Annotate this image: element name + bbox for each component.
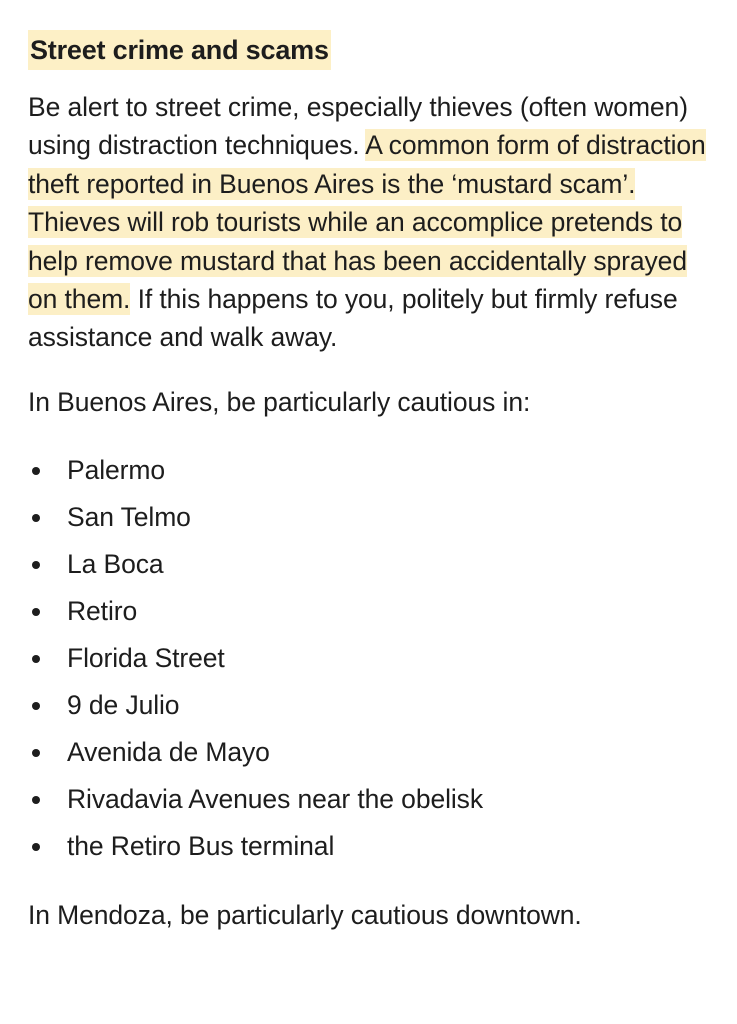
list-item [28,635,718,682]
list-item [28,494,718,541]
bullet-icon [32,561,40,569]
list-item [28,776,718,823]
list-item-label: the Retiro Bus terminal [67,831,335,862]
list-item [28,447,718,494]
intro-paragraph [28,88,718,357]
intro-text-start: Be alert to street crime, especially thieves (often women) using distraction techniques. [28,92,688,161]
bullet-icon [32,467,40,475]
list-item [28,823,718,870]
heading-wrap [28,30,718,70]
places-list [28,447,718,870]
buenos-aires-lead: In Buenos Aires, be particularly cautious in: [28,386,531,417]
list-item-label: Florida Street [67,643,225,674]
intro-text-end: If this happens to you, politely but firmly refuse assistance and walk away. [28,284,678,353]
bullet-icon [32,843,40,851]
list-item [28,541,718,588]
list-item [28,588,718,635]
list-item [28,682,718,729]
section-heading: Street crime and scams [28,30,331,70]
highlighted-passage: A common form of distraction theft reported in Buenos Aires is the ‘mustard scam’. Thieves will rob tourists while an accomplice pretends to help remove mustard that has been accidentally sprayed on them. [28,130,706,315]
mendoza-note: In Mendoza, be particularly cautious downtown. [28,900,582,931]
list-item-label: La Boca [67,549,164,580]
list-item-label: San Telmo [67,502,191,533]
advice-section [28,30,718,961]
bullet-icon [32,608,40,616]
list-item-label: Retiro [67,596,138,627]
list-item-label: 9 de Julio [67,690,180,721]
list-item-label: Rivadavia Avenues near the obelisk [67,784,483,815]
list-item-label: Avenida de Mayo [67,737,270,768]
bullet-icon [32,702,40,710]
bullet-icon [32,655,40,663]
bullet-icon [32,749,40,757]
bullet-icon [32,796,40,804]
bullet-icon [32,514,40,522]
list-item-label: Palermo [67,455,165,486]
list-item [28,729,718,776]
